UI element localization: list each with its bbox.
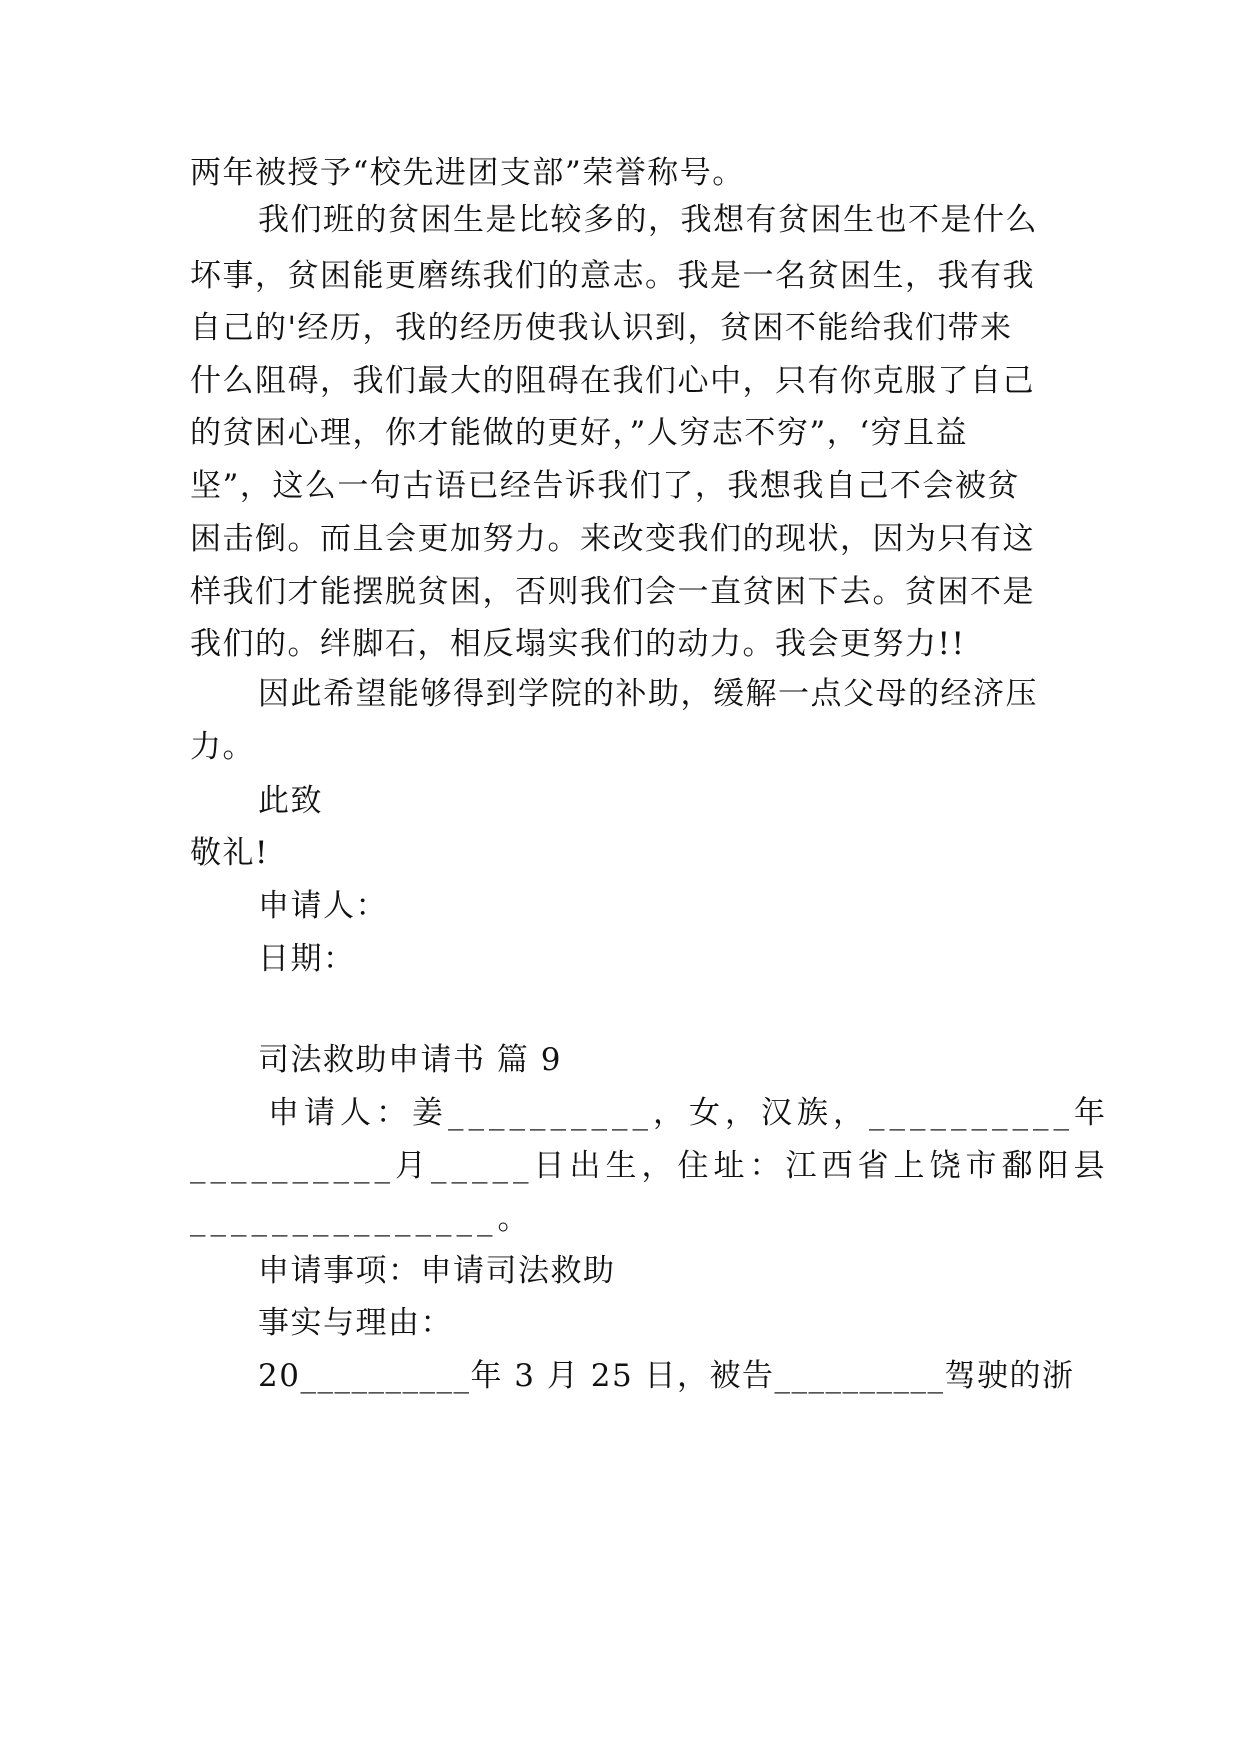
text-line: _______________。 — [190, 1201, 534, 1237]
closing-salutation: 此致 — [258, 783, 323, 819]
text-line: 力。 — [190, 729, 255, 765]
text-line: 样我们才能摆脱贫困，否则我们会一直贫困下去。贫困不是 — [190, 574, 1035, 610]
facts-and-reasons-label: 事实与理由： — [258, 1305, 453, 1341]
text-line: 自己的'经历，我的经历使我认识到，贫困不能给我们带来 — [190, 310, 1013, 346]
applicant-label: 申请人： — [258, 888, 388, 924]
text-line: 坚”，这么一句古语已经告诉我们了，我想我自己不会被贫 — [190, 468, 1020, 504]
text-line: __________月_____日出生，住址：江西省上饶市鄱阳县 — [190, 1148, 1110, 1184]
text-line: 什么阻碍，我们最大的阻碍在我们心中，只有你克服了自己 — [190, 363, 1035, 399]
date-label: 日期： — [258, 941, 356, 977]
text-line: 的贫困心理，你才能做的更好，”人穷志不穷”，‘穷且益 — [190, 415, 969, 451]
text-line: 两年被授予“校先进团支部”荣誉称号。 — [190, 155, 745, 191]
paragraph-start-line: 因此希望能够得到学院的补助，缓解一点父母的经济压 — [258, 676, 1038, 712]
text-line: 我们的。绊脚石，相反塌实我们的动力。我会更努力!! — [190, 626, 966, 662]
paragraph-start-line: 我们班的贫困生是比较多的，我想有贫困生也不是什么 — [258, 202, 1038, 238]
text-line: 20__________年 3 月 25 日，被告__________驾驶的浙 — [258, 1358, 1075, 1394]
text-line: 困击倒。而且会更加努力。来改变我们的现状，因为只有这 — [190, 521, 1035, 557]
closing-regards: 敬礼! — [190, 835, 269, 871]
applicant-line: 申请人：姜__________，女，汉族，__________年 — [268, 1095, 1110, 1131]
text-line: 坏事，贫困能更磨练我们的意志。我是一名贫困生，我有我 — [190, 258, 1035, 294]
section-title: 司法救助申请书 篇 9 — [258, 1042, 562, 1078]
application-item: 申请事项：申请司法救助 — [258, 1253, 616, 1289]
